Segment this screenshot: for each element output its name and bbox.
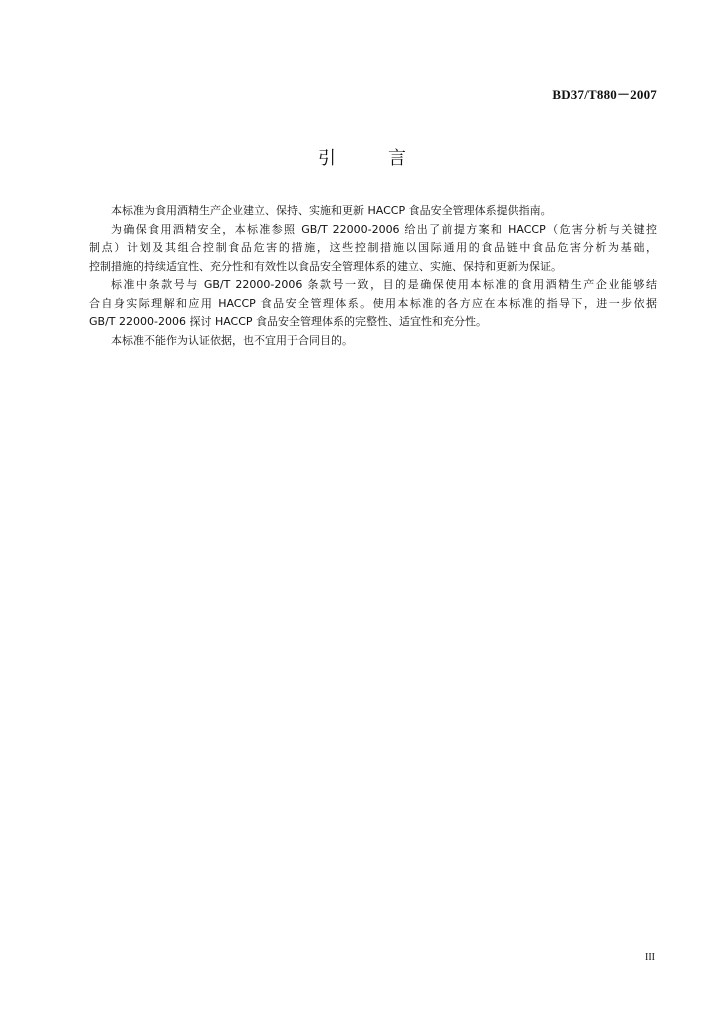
- introduction-body: [89, 202, 657, 350]
- paragraph-line: 本标准为食用酒精生产企业建立、保持、实施和更新 HACCP 食品安全管理体系提供指南。: [111, 204, 552, 217]
- paragraph-reference: [89, 221, 657, 277]
- paragraph-line: 制点）计划及其组合控制食品危害的措施，这些控制措施以国际通用的食品链中食品危害分析为基础，: [89, 241, 657, 254]
- paragraph-clauses: [89, 276, 657, 332]
- paragraph-purpose: [89, 202, 657, 221]
- paragraph-line: 标准中条款号与 GB/T 22000-2006 条款号一致，目的是确保使用本标准的食用酒精生产企业能够结: [111, 278, 657, 291]
- page-number: III: [645, 952, 655, 963]
- title-char-2: 言: [388, 148, 406, 169]
- paragraph-line: 本标准不能作为认证依据，也不宜用于合同目的。: [111, 333, 353, 347]
- paragraph-line: 合自身实际理解和应用 HACCP 食品安全管理体系。使用本标准的各方应在本标准的指导下，进一步依据: [89, 296, 657, 310]
- standard-code: BD37/T880－2007: [552, 87, 657, 102]
- paragraph-certification-note: [89, 332, 657, 351]
- paragraph-line: 控制措施的持续适宜性、充分性和有效性以食品安全管理体系的建立、实施、保持和更新为保证。: [89, 259, 562, 273]
- page-title: [0, 144, 724, 170]
- title-char-1: 引: [318, 148, 336, 169]
- paragraph-line: GB/T 22000-2006 探讨 HACCP 食品安全管理体系的完整性、适宜性和充分性。: [89, 315, 488, 328]
- paragraph-line: 为确保食用酒精安全，本标准参照 GB/T 22000-2006 给出了前提方案和 HACCP（危害分析与关键控: [111, 222, 657, 236]
